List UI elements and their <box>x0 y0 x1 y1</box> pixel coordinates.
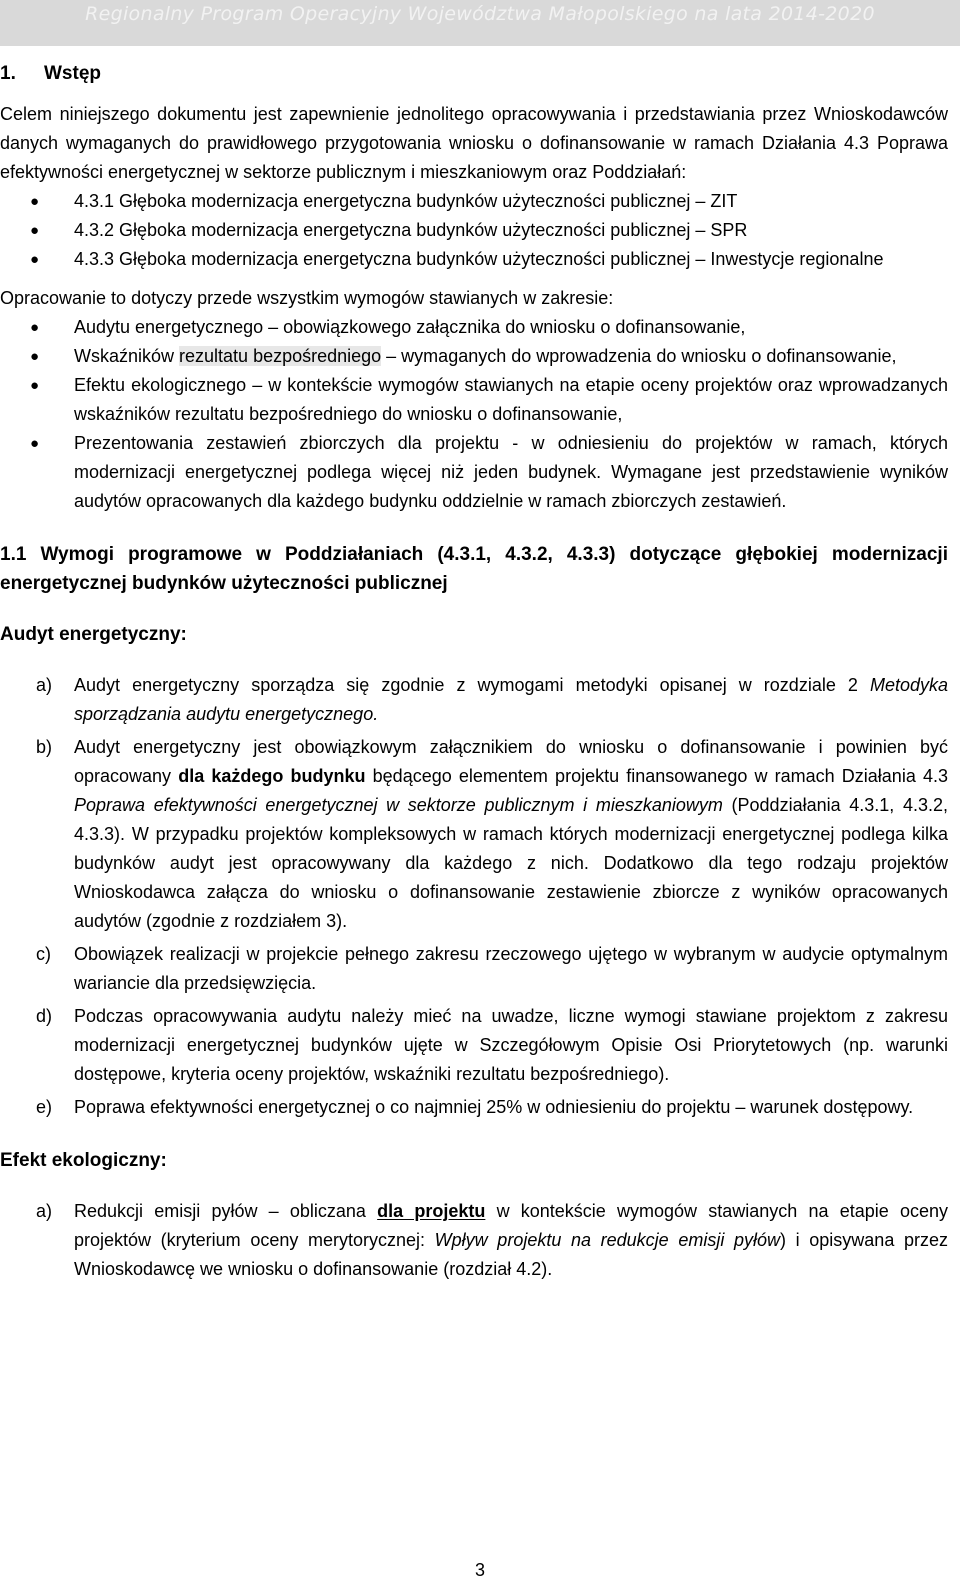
running-header <box>0 0 960 46</box>
header-title: Regionalny Program Operacyjny Województwa Małopolskiego na lata 2014-2020 <box>85 3 875 25</box>
bold-text: dla każdego budynku <box>178 766 366 786</box>
item-text <box>74 1197 948 1284</box>
text-part: Audyt energetyczny jest obowiązkowym załącznikiem do wniosku o dofinansowanie i powinien być opracowany <box>74 737 948 786</box>
list-item <box>0 342 948 371</box>
item-label: a) <box>36 675 53 695</box>
item-text: Poprawa efektywności energetycznej o co najmniej 25% w odniesieniu do projektu – warunek dostępowy. <box>74 1097 914 1117</box>
bullet-icon: ● <box>30 222 40 239</box>
section-heading <box>0 60 948 88</box>
subsection-heading: 1.1 Wymogi programowe w Poddziałaniach (4.3.1, 4.3.2, 4.3.3) dotyczące głębokiej modernizacji energetycznej budynków użyteczności publicznej <box>0 544 948 594</box>
list-item <box>0 733 948 936</box>
subaction-list <box>0 187 948 274</box>
scope-text: Audytu energetycznego – obowiązkowego załącznika do wniosku o dofinansowanie, <box>74 317 746 337</box>
list-item <box>0 1093 948 1122</box>
text-part: (Poddziałania 4.3.1, 4.3.2, 4.3.3). W przypadku projektów kompleksowych w ramach których modernizacji energetycznej podlega kilka budynków audyt jest opracowywany dla każdego z nich. Dodatkowo dla tego rodzaju projektów Wnioskodawca załącza do wniosku o dofinansowanie zestawienie zbiorcze z wyników opracowanych audytów (zgodnie z rozdziałem 3). <box>74 795 948 931</box>
item-label: c) <box>36 944 51 964</box>
bullet-icon: ● <box>30 348 40 365</box>
italic-text: Wpływ projektu na redukcje emisji pyłów <box>434 1230 780 1250</box>
text-part: Redukcji emisji pyłów – obliczana <box>74 1201 378 1221</box>
section-number: 1. <box>0 63 16 84</box>
bullet-icon: ● <box>30 435 40 452</box>
text-part: ) i opisywana przez Wnioskodawcę we wniosku o dofinansowanie (rozdział 4.2). <box>74 1230 948 1279</box>
scope-text: Efektu ekologicznego – w kontekście wymogów stawianych na etapie oceny projektów oraz wprowadzanych wskaźników rezultatu bezpośredniego do wniosku o dofinansowanie, <box>74 375 948 424</box>
item-label: e) <box>36 1097 53 1117</box>
list-item <box>0 371 948 429</box>
subaction-text: 4.3.2 Głęboka modernizacja energetyczna budynków użyteczności publicznej – SPR <box>74 220 748 240</box>
subaction-text: 4.3.3 Głęboka modernizacja energetyczna budynków użyteczności publicznej – Inwestycje regionalne <box>74 249 884 269</box>
item-text <box>74 671 948 729</box>
list-item <box>0 1197 948 1284</box>
document-body <box>0 60 948 1284</box>
text-part: Audyt energetyczny sporządza się zgodnie z wymogami metodyki opisanej w rozdziale 2 <box>74 675 870 695</box>
list-item <box>0 1002 948 1089</box>
intro-paragraph: Celem niniejszego dokumentu jest zapewnienie jednolitego opracowywania i przedstawiania przez Wnioskodawców danych wymaganych do prawidłowego przygotowania wniosku o dofinansowanie w ramach Działania 4.3 Poprawa efektywności energetycznej w sektorze publicznym i mieszkaniowym oraz Poddziałań: <box>0 104 948 182</box>
list-item <box>0 313 948 342</box>
item-label: a) <box>36 1201 53 1221</box>
bullet-icon: ● <box>30 377 40 394</box>
text-part: w kontekście wymogów stawianych na etapie oceny projektów (kryterium oceny merytorycznej: <box>74 1201 948 1250</box>
list-item <box>0 187 948 216</box>
text-part: będącego elementem projektu finansowanego w ramach Działania 4.3 <box>365 766 948 786</box>
eco-list <box>0 1197 948 1284</box>
list-item <box>0 940 948 998</box>
item-text <box>74 733 948 936</box>
item-label: d) <box>36 1006 53 1026</box>
list-item <box>0 216 948 245</box>
list-item <box>0 245 948 274</box>
page-number: 3 <box>474 1560 485 1580</box>
section-title: Wstęp <box>44 63 101 84</box>
audit-list <box>0 671 948 1122</box>
bullet-icon: ● <box>30 319 40 336</box>
list-item <box>0 429 948 516</box>
scope-text: Prezentowania zestawień zbiorczych dla projektu - w odniesieniu do projektów w ramach, których modernizacji energetycznej podlega więcej niż jeden budynek. Wymagane jest przedstawienie wyników audytów opracowanych dla każdego budynku oddzielnie w ramach zbiorczych zestawień. <box>74 433 948 511</box>
item-text: Obowiązek realizacji w projekcie pełnego zakresu rzeczowego ujętego w wybranym w audycie optymalnym wariancie dla przedsięwzięcia. <box>74 944 948 993</box>
scope-text-part: Wskaźników <box>74 346 180 366</box>
item-label: b) <box>36 737 53 757</box>
eco-heading: Efekt ekologiczny: <box>0 1150 167 1171</box>
scope-list <box>0 313 948 516</box>
italic-text: Poprawa efektywności energetycznej w sektorze publicznym i mieszkaniowym <box>74 795 723 815</box>
scope-intro: Opracowanie to dotyczy przede wszystkim wymogów stawianych w zakresie: <box>0 288 614 308</box>
italic-text: Metodyka sporządzania audytu energetycznego. <box>74 675 948 724</box>
scope-text <box>74 342 948 371</box>
item-text: Podczas opracowywania audytu należy mieć na uwadze, liczne wymogi stawiane projektom z zakresu modernizacji energetycznej budynków ujęte w Szczegółowym Opisie Osi Priorytetowych (np. warunki dostępowe, kryteria oceny projektów, wskaźniki rezultatu bezpośredniego). <box>74 1006 948 1084</box>
list-item <box>0 671 948 729</box>
scope-text-part: – wymaganych do wprowadzenia do wniosku o dofinansowanie, <box>381 346 897 366</box>
audit-heading: Audyt energetyczny: <box>0 624 187 645</box>
highlighted-term: rezultatu bezpośredniego <box>179 346 382 366</box>
bullet-icon: ● <box>30 251 40 268</box>
bold-underlined-text: dla projektu <box>377 1201 486 1221</box>
subaction-text: 4.3.1 Głęboka modernizacja energetyczna budynków użyteczności publicznej – ZIT <box>74 191 738 211</box>
bullet-icon: ● <box>30 193 40 210</box>
